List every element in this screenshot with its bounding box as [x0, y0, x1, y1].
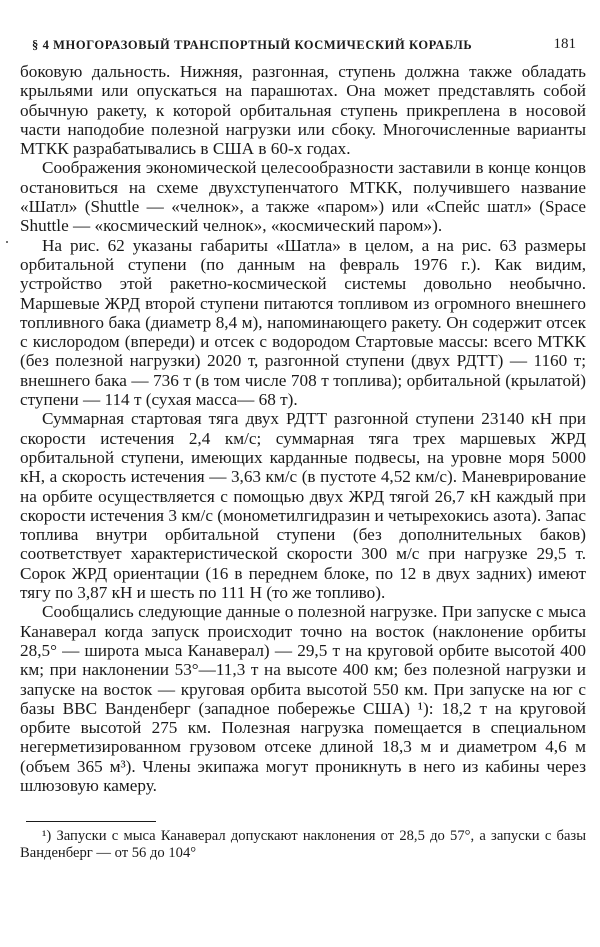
paragraph-1: боковую дальность. Нижняя, разгонная, ступень должна также обладать крыльями или опускаться на парашютах. Она может представлять собой обычную ракету, к которой орбитальная ступень прикреплена в носовой части наподобие полезной нагрузки или сбоку. Многочисленные варианты МТКК разрабатывались в США в 60-х годах.	[20, 62, 586, 159]
print-speck	[6, 241, 8, 243]
main-text	[20, 62, 586, 795]
book-page	[20, 34, 586, 861]
paragraph-3: На рис. 62 указаны габариты «Шатла» в целом, а на рис. 63 размеры орбитальной ступени (по данным на февраль 1976 г.). Как видим, устройство этой ракетно-космической системы довольно необычно. Маршевые ЖРД второй ступени питаются топливом из огромного внешнего топливного бака (диаметр 8,4 м), напоминающего ракету. Он содержит отсек с кислородом (впереди) и отсек с водородом Стартовые массы: всего МТКК (без полезной нагрузки) 2020 т, разгонной ступени (двух РДТТ) — 1160 т; внешнего бака — 736 т (в том числе 708 т топлива); орбитальной (крылатой) ступени — 114 т (сухая масса— 68 т).	[20, 235, 586, 410]
paragraph-4: Суммарная стартовая тяга двух РДТТ разгонной ступени 23140 кН при скорости истечения 2,4 км/с; суммарная тяга трех маршевых ЖРД орбитальной ступени, имеющих карданные подвесы, на уровне моря 5000 кН, а скорость истечения — 3,63 км/с (в пустоте 4,52 км/с). Маневрирование на орбите осуществляется с помощью двух ЖРД тягой 26,7 кН каждый при скорости истечения 3 км/с (монометилгидразин и четырехокись азота). Запас топлива внутри орбитальной ступени (без дополнительных баков) соответствует характеристической скорости 300 м/с при нагрузке 29,5 т. Сорок ЖРД ориентации (16 в переднем блоке, по 12 в двух задних) имеют тягу по 3,87 кН и шесть по 111 Н (то же топливо).	[20, 409, 586, 603]
footnote-divider	[26, 821, 156, 822]
paragraph-5: Сообщались следующие данные о полезной нагрузке. При запуске с мыса Канаверал когда запуск происходит точно на восток (наклонение орбиты 28,5° — широта мыса Канаверал) — 29,5 т на круговой орбите высотой 400 км; при наклонении 53°—11,3 т на высоте 400 км; без полезной нагрузки и запуске на восток — круговая орбита высотой 550 км. При запуске на юг с базы ВВС Ванденберг (западное побережье США) ¹): 18,2 т на круговой орбите высотой 275 км. Полезная нагрузка помещается в специальном негерметизированном грузовом отсеке длиной 18,3 м и диаметром 4,6 м (объем 365 м³). Члены экипажа могут проникнуть в него из кабины через шлюзовую камеру.	[20, 602, 586, 795]
paragraph-2: Соображения экономической целесообразности заставили в конце концов остановиться на схеме двухступенчатого МТКК, получившего название «Шатл» (Shuttle — «челнок», а также «паром») или «Спейс шатл» (Space Shuttle — «космический челнок», «космический паром»).	[20, 158, 586, 236]
footnote: ¹) Запуски с мыса Канаверал допускают наклонения от 28,5 до 57°, а запуски с базы Ванденберг — от 56 до 104°	[20, 828, 586, 861]
page-number: 181	[553, 36, 576, 52]
section-title: § 4 МНОГОРАЗОВЫЙ ТРАНСПОРТНЫЙ КОСМИЧЕСКИЙ КОРАБЛЬ	[32, 38, 473, 52]
running-header	[20, 34, 586, 62]
